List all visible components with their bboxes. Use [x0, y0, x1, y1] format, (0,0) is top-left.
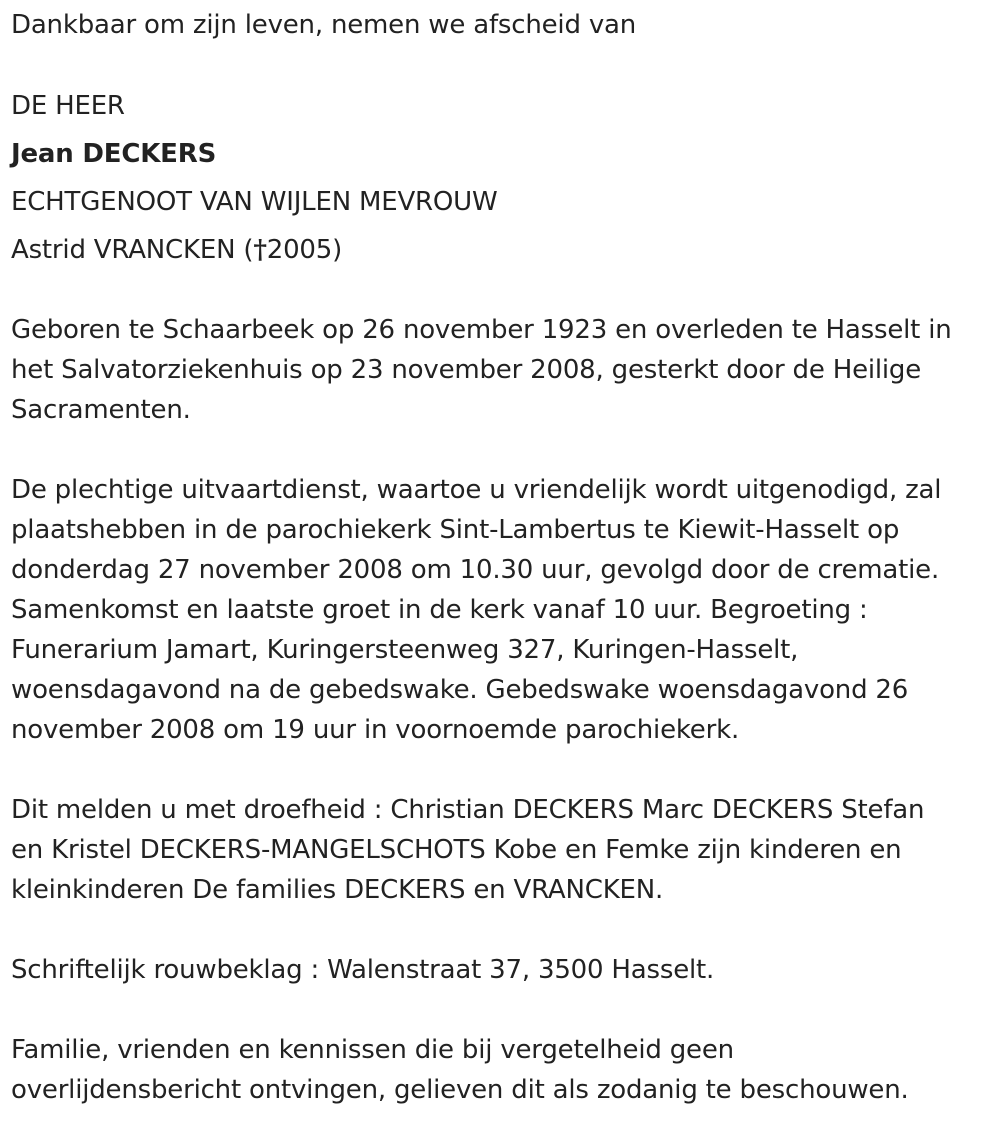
- spouse-line: [11, 230, 342, 270]
- relation-text: ECHTGENOOT VAN WIJLEN MEVROUW: [11, 187, 498, 217]
- deceased-name: Jean DECKERS: [11, 139, 217, 169]
- funeral-line: november 2008 om 19 uur in voornoemde parochiekerk.: [11, 715, 740, 745]
- spouse-name: Astrid VRANCKEN (: [11, 235, 254, 265]
- funeral-line: woensdagavond na de gebedswake. Gebedswake woensdagavond 26: [11, 675, 909, 705]
- intro-text: Dankbaar om zijn leven, nemen we afscheid van: [11, 10, 637, 40]
- birth-death-line: Sacramenten.: [11, 395, 191, 425]
- cross-icon: †: [253, 235, 267, 265]
- condolence-address: Schriftelijk rouwbeklag : Walenstraat 37, 3500 Hasselt.: [11, 955, 715, 985]
- funeral-line: Funerarium Jamart, Kuringersteenweg 327, Kuringen-Hasselt,: [11, 635, 799, 665]
- closing-line: overlijdensbericht ontvingen, gelieven dit als zodanig te beschouwen.: [11, 1075, 909, 1105]
- funeral-line: Samenkomst en laatste groet in de kerk vanaf 10 uur. Begroeting :: [11, 595, 868, 625]
- family-line: Dit melden u met droefheid : Christian DECKERS Marc DECKERS Stefan: [11, 795, 925, 825]
- closing-line: Familie, vrienden en kennissen die bij vergetelheid geen: [11, 1035, 734, 1065]
- birth-death-line: Geboren te Schaarbeek op 26 november 1923 en overleden te Hasselt in: [11, 315, 952, 345]
- spouse-year: 2005): [266, 235, 343, 265]
- funeral-line: donderdag 27 november 2008 om 10.30 uur, gevolgd door de crematie.: [11, 555, 940, 585]
- birth-death-line: het Salvatorziekenhuis op 23 november 2008, gesterkt door de Heilige: [11, 355, 922, 385]
- family-line: en Kristel DECKERS-MANGELSCHOTS Kobe en Femke zijn kinderen en: [11, 835, 902, 865]
- title-prefix: DE HEER: [11, 91, 125, 121]
- funeral-line: plaatshebben in de parochiekerk Sint-Lambertus te Kiewit-Hasselt op: [11, 515, 900, 545]
- funeral-line: De plechtige uitvaartdienst, waartoe u vriendelijk wordt uitgenodigd, zal: [11, 475, 942, 505]
- family-line: kleinkinderen De families DECKERS en VRANCKEN.: [11, 875, 664, 905]
